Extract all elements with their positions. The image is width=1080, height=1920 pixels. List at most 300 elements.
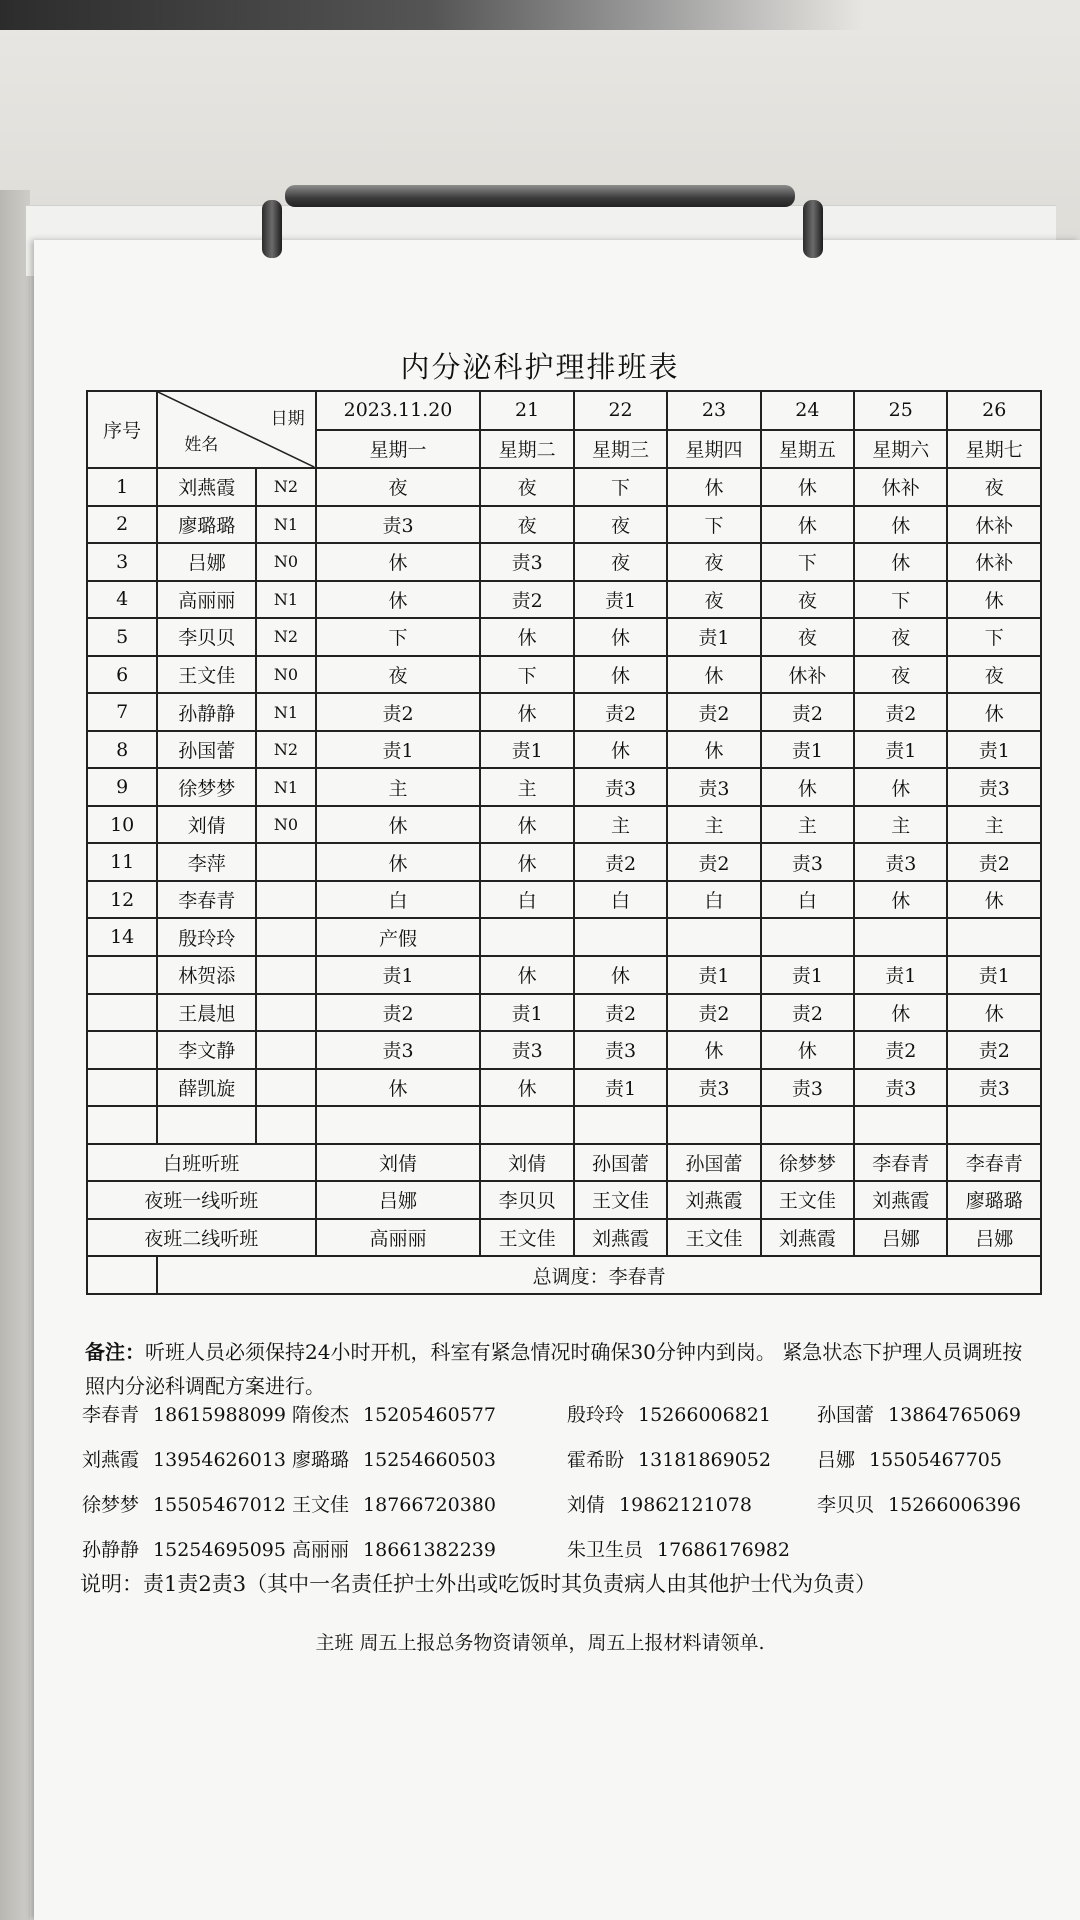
shift-cell: 休 [667,468,760,506]
shift-cell: 白 [480,881,573,919]
nurse-level: N1 [256,506,315,544]
nurse-level [256,843,315,881]
shift-cell: 下 [947,618,1041,656]
row-number [87,956,157,994]
row-number: 5 [87,618,157,656]
shift-cell [480,918,573,956]
contact-entry [567,1400,771,1427]
nurse-level [256,918,315,956]
oncall-name: 李贝贝 [480,1181,573,1219]
shift-cell: 休 [854,768,947,806]
contact-name: 隋俊杰 [292,1404,350,1426]
shift-cell: 休 [480,806,573,844]
contact-entry [567,1445,771,1472]
shift-cell: 责3 [761,843,854,881]
table-row [87,543,1041,581]
shift-cell: 休补 [854,468,947,506]
table-row [87,693,1041,731]
shift-cell: 休 [480,693,573,731]
shift-cell: 责1 [480,731,573,769]
shift-cell: 休 [480,1069,573,1107]
nurse-level [256,1106,315,1144]
row-number: 8 [87,731,157,769]
shift-cell: 责2 [761,693,854,731]
contact-name: 孙静静 [82,1539,140,1561]
shift-cell: 休 [316,581,481,619]
shift-cell: 休 [480,618,573,656]
nurse-name: 廖璐璐 [157,506,256,544]
date-cell: 25 [854,391,947,430]
shift-cell: 责2 [947,1031,1041,1069]
shift-cell: 休 [574,731,667,769]
contact-name: 刘倩 [567,1494,606,1516]
row-number: 3 [87,543,157,581]
shift-cell: 责1 [574,1069,667,1107]
table-row [87,618,1041,656]
nurse-name: 吕娜 [157,543,256,581]
shift-cell: 白 [667,881,760,919]
shift-cell: 责3 [574,1031,667,1069]
table-row [87,1031,1041,1069]
row-number: 2 [87,506,157,544]
weekday-cell: 星期六 [854,430,947,469]
contact-entry [82,1400,286,1427]
explanation: 说明：责1责2责3（其中一名责任护士外出或吃饭时其负责病人由其他护士代为负责） [80,1572,877,1596]
shift-cell: 休 [854,543,947,581]
oncall-name: 高丽丽 [316,1219,481,1257]
contact-phone: 15254695095 [153,1539,286,1561]
nurse-level: N0 [256,543,315,581]
header-name-date-cell [157,391,315,468]
oncall-label: 夜班二线听班 [87,1219,316,1257]
shift-cell: 责2 [854,693,947,731]
table-row [87,731,1041,769]
dispatcher-row [87,1256,1041,1294]
shift-cell: 主 [667,806,760,844]
shift-cell: 责3 [947,768,1041,806]
oncall-name: 孙国蕾 [667,1144,760,1182]
shift-cell: 责3 [761,1069,854,1107]
clipboard-clip [285,185,795,207]
shift-cell [761,1106,854,1144]
header-row-dates [87,391,1041,430]
contact-name: 廖璐璐 [292,1449,350,1471]
oncall-name: 孙国蕾 [574,1144,667,1182]
shift-cell: 责2 [947,843,1041,881]
table-row [87,768,1041,806]
nurse-name: 孙静静 [157,693,256,731]
shift-cell [947,1106,1041,1144]
oncall-name: 吕娜 [854,1219,947,1257]
table-row [87,468,1041,506]
nurse-name: 李文静 [157,1031,256,1069]
shift-cell: 下 [574,468,667,506]
shift-cell: 责3 [480,1031,573,1069]
nurse-level [256,956,315,994]
shift-cell: 休 [854,994,947,1032]
row-number [87,994,157,1032]
shift-cell: 责1 [761,731,854,769]
contact-phone: 15505467705 [869,1449,1002,1471]
remark-label: 备注： [85,1340,145,1364]
clip-hinge-left [262,200,282,258]
date-cell: 22 [574,391,667,430]
nurse-name: 刘燕霞 [157,468,256,506]
shift-cell: 下 [316,618,481,656]
row-number: 9 [87,768,157,806]
oncall-name: 刘燕霞 [761,1219,854,1257]
nurse-level: N1 [256,581,315,619]
shift-cell: 下 [480,656,573,694]
shift-cell: 责2 [574,693,667,731]
date-cell: 21 [480,391,573,430]
contact-phone: 18661382239 [363,1539,496,1561]
shift-cell: 主 [316,768,481,806]
date-cell: 2023.11.20 [316,391,481,430]
nurse-name: 孙国蕾 [157,731,256,769]
row-number: 11 [87,843,157,881]
contact-name: 刘燕霞 [82,1449,140,1471]
oncall-name: 刘燕霞 [574,1219,667,1257]
nurse-name: 李春青 [157,881,256,919]
shift-cell: 夜 [574,543,667,581]
shift-cell: 休 [574,618,667,656]
shift-cell: 休 [761,768,854,806]
shift-cell: 责3 [574,768,667,806]
oncall-row [87,1219,1041,1257]
table-row [87,918,1041,956]
shift-cell [854,1106,947,1144]
table-row [87,1069,1041,1107]
dispatcher-blank [87,1256,157,1294]
shift-cell: 责2 [574,994,667,1032]
weekday-cell: 星期三 [574,430,667,469]
shift-cell: 休 [947,693,1041,731]
shift-cell [761,918,854,956]
shift-cell: 责1 [667,956,760,994]
shift-cell: 责2 [480,581,573,619]
table-row [87,581,1041,619]
row-number: 4 [87,581,157,619]
shift-cell: 责2 [667,843,760,881]
table-row [87,956,1041,994]
shift-cell: 主 [574,806,667,844]
oncall-name: 王文佳 [480,1219,573,1257]
remark-text: 听班人员必须保持24小时开机，科室有紧急情况时确保30分钟内到岗。 紧急状态下护理人员调班按照内分泌科调配方案进行。 [85,1340,1023,1398]
shift-cell: 责1 [574,581,667,619]
shift-cell: 休 [761,506,854,544]
shift-cell: 休 [667,1031,760,1069]
contact-entry [292,1400,496,1427]
shift-cell: 休 [947,581,1041,619]
row-number: 7 [87,693,157,731]
row-number [87,1031,157,1069]
contact-phone: 18766720380 [363,1494,496,1516]
contact-phone: 19862121078 [619,1494,752,1516]
shift-cell: 夜 [667,581,760,619]
row-number [87,1106,157,1144]
nurse-name [157,1106,256,1144]
table-row [87,506,1041,544]
contact-name: 朱卫生员 [567,1539,644,1561]
nurse-name: 殷玲玲 [157,918,256,956]
shift-cell: 休 [667,656,760,694]
shift-cell [667,918,760,956]
nurse-level [256,1069,315,1107]
oncall-name: 李春青 [947,1144,1041,1182]
nurse-level: N2 [256,618,315,656]
contact-phone: 17686176982 [657,1539,790,1561]
nurse-level: N1 [256,768,315,806]
shift-cell: 下 [761,543,854,581]
shift-cell: 休 [316,806,481,844]
shift-cell: 白 [761,881,854,919]
nurse-level [256,994,315,1032]
shift-cell [480,1106,573,1144]
nurse-level: N0 [256,656,315,694]
table-row [87,1106,1041,1144]
shift-cell: 主 [947,806,1041,844]
shift-cell: 责3 [480,543,573,581]
nurse-level: N2 [256,468,315,506]
oncall-name: 徐梦梦 [761,1144,854,1182]
nurse-name: 林贺添 [157,956,256,994]
shift-cell: 责3 [854,1069,947,1107]
nurse-level: N1 [256,693,315,731]
contact-entry [817,1400,1021,1427]
shift-cell [574,1106,667,1144]
header-date-label: 日期 [270,409,305,429]
shift-cell: 夜 [480,506,573,544]
shift-cell [316,1106,481,1144]
oncall-name: 李春青 [854,1144,947,1182]
row-number: 1 [87,468,157,506]
oncall-label: 夜班一线听班 [87,1181,316,1219]
oncall-name: 刘倩 [480,1144,573,1182]
page-title: 内分泌科护理排班表 [400,350,680,384]
contact-entry [292,1490,496,1517]
oncall-name: 吕娜 [316,1181,481,1219]
shift-cell: 主 [854,806,947,844]
table-row [87,994,1041,1032]
dispatcher-cell: 总调度：李春青 [157,1256,1041,1294]
shift-cell: 休 [667,731,760,769]
nurse-name: 李贝贝 [157,618,256,656]
contact-entry [292,1445,496,1472]
contact-phone: 13954626013 [153,1449,286,1471]
weekday-cell: 星期二 [480,430,573,469]
shift-cell: 休 [316,543,481,581]
shift-cell: 责1 [761,956,854,994]
shift-cell: 白 [316,881,481,919]
shift-cell: 责1 [316,731,481,769]
shift-cell: 白 [574,881,667,919]
shift-cell: 休 [480,956,573,994]
shift-cell: 夜 [761,618,854,656]
oncall-name: 刘燕霞 [667,1181,760,1219]
shift-cell: 休 [947,994,1041,1032]
contact-entry [567,1490,752,1517]
shift-cell: 主 [761,806,854,844]
shift-cell: 责2 [574,843,667,881]
nurse-level: N0 [256,806,315,844]
shift-cell: 夜 [947,468,1041,506]
shift-cell: 责2 [316,994,481,1032]
clip-hinge-right [803,200,823,258]
weekday-cell: 星期七 [947,430,1041,469]
shift-cell: 休 [480,843,573,881]
clipboard-edge [0,190,30,1920]
shift-cell: 产假 [316,918,481,956]
contact-entry [817,1490,1021,1517]
shift-cell: 休补 [947,543,1041,581]
oncall-row [87,1144,1041,1182]
shift-cell [667,1106,760,1144]
shift-cell: 责2 [761,994,854,1032]
shift-cell: 夜 [854,656,947,694]
table-row [87,881,1041,919]
shift-cell: 夜 [480,468,573,506]
row-number [87,1069,157,1107]
nurse-name: 李萍 [157,843,256,881]
schedule-table [86,390,1042,1295]
shift-cell: 责3 [316,1031,481,1069]
shift-cell: 责1 [480,994,573,1032]
footer-note: 主班 周五上报总务物资请领单，周五上报材料请领单. [315,1632,765,1654]
shift-cell: 夜 [854,618,947,656]
shift-cell: 休 [761,1031,854,1069]
date-cell: 23 [667,391,760,430]
shift-cell [574,918,667,956]
shift-cell: 休 [316,843,481,881]
dark-object [0,0,1080,30]
oncall-name: 刘倩 [316,1144,481,1182]
shift-cell: 夜 [667,543,760,581]
shift-cell: 下 [667,506,760,544]
shift-cell: 责1 [667,618,760,656]
contact-entry [82,1535,286,1562]
shift-cell: 主 [480,768,573,806]
contact-phone: 15505467012 [153,1494,286,1516]
nurse-name: 王文佳 [157,656,256,694]
shift-cell: 责1 [854,731,947,769]
shift-cell: 责2 [854,1031,947,1069]
shift-cell: 夜 [947,656,1041,694]
shift-cell [947,918,1041,956]
shift-cell: 责3 [667,768,760,806]
shift-cell: 休 [574,956,667,994]
shift-cell: 责3 [316,506,481,544]
contact-name: 孙国蕾 [817,1404,875,1426]
contact-name: 李贝贝 [817,1494,875,1516]
contact-entry [567,1535,790,1562]
weekday-cell: 星期五 [761,430,854,469]
contact-phone: 15254660503 [363,1449,496,1471]
row-number: 10 [87,806,157,844]
row-number: 12 [87,881,157,919]
shift-cell: 休 [854,506,947,544]
contact-name: 霍希盼 [567,1449,625,1471]
shift-cell: 责1 [854,956,947,994]
shift-cell: 休补 [947,506,1041,544]
shift-cell: 休 [574,656,667,694]
shift-cell: 责2 [667,994,760,1032]
shift-cell: 责1 [947,731,1041,769]
nurse-name: 徐梦梦 [157,768,256,806]
shift-cell: 夜 [761,581,854,619]
shift-cell: 休 [761,468,854,506]
shift-cell: 夜 [316,468,481,506]
oncall-row [87,1181,1041,1219]
contact-entry [292,1535,496,1562]
contact-name: 徐梦梦 [82,1494,140,1516]
row-number: 6 [87,656,157,694]
contact-entry [82,1490,286,1517]
contact-entry [82,1445,286,1472]
shift-cell: 责1 [316,956,481,994]
oncall-label: 白班听班 [87,1144,316,1182]
shift-cell: 夜 [574,506,667,544]
nurse-name: 薛凯旋 [157,1069,256,1107]
shift-cell: 责1 [947,956,1041,994]
date-cell: 24 [761,391,854,430]
contact-phone: 15266006396 [888,1494,1021,1516]
weekday-cell: 星期四 [667,430,760,469]
contact-name: 高丽丽 [292,1539,350,1561]
shift-cell: 夜 [316,656,481,694]
shift-cell: 休补 [761,656,854,694]
shift-cell: 休 [316,1069,481,1107]
oncall-name: 王文佳 [574,1181,667,1219]
contact-name: 王文佳 [292,1494,350,1516]
shift-cell: 责3 [947,1069,1041,1107]
contact-name: 吕娜 [817,1449,856,1471]
table-row [87,656,1041,694]
nurse-name: 高丽丽 [157,581,256,619]
contact-phone: 13864765069 [888,1404,1021,1426]
contact-name: 殷玲玲 [567,1404,625,1426]
nurse-level [256,1031,315,1069]
shift-cell: 责2 [316,693,481,731]
shift-cell: 责2 [667,693,760,731]
contact-phone: 15205460577 [363,1404,496,1426]
nurse-name: 王晨旭 [157,994,256,1032]
header-seq: 序号 [87,391,157,468]
shift-cell: 休 [947,881,1041,919]
oncall-name: 廖璐璐 [947,1181,1041,1219]
contact-phone: 15266006821 [638,1404,771,1426]
nurse-level: N2 [256,731,315,769]
oncall-name: 王文佳 [761,1181,854,1219]
shift-cell: 下 [854,581,947,619]
contact-name: 李春青 [82,1404,140,1426]
shift-cell: 责3 [854,843,947,881]
shift-cell: 休 [854,881,947,919]
oncall-name: 王文佳 [667,1219,760,1257]
contact-phone: 13181869052 [638,1449,771,1471]
contact-entry [817,1445,1002,1472]
contact-phone: 18615988099 [153,1404,286,1426]
weekday-cell: 星期一 [316,430,481,469]
header-name-label: 姓名 [184,435,219,456]
date-cell: 26 [947,391,1041,430]
nurse-level [256,881,315,919]
table-row [87,806,1041,844]
oncall-name: 刘燕霞 [854,1181,947,1219]
oncall-name: 吕娜 [947,1219,1041,1257]
shift-cell [854,918,947,956]
row-number: 14 [87,918,157,956]
